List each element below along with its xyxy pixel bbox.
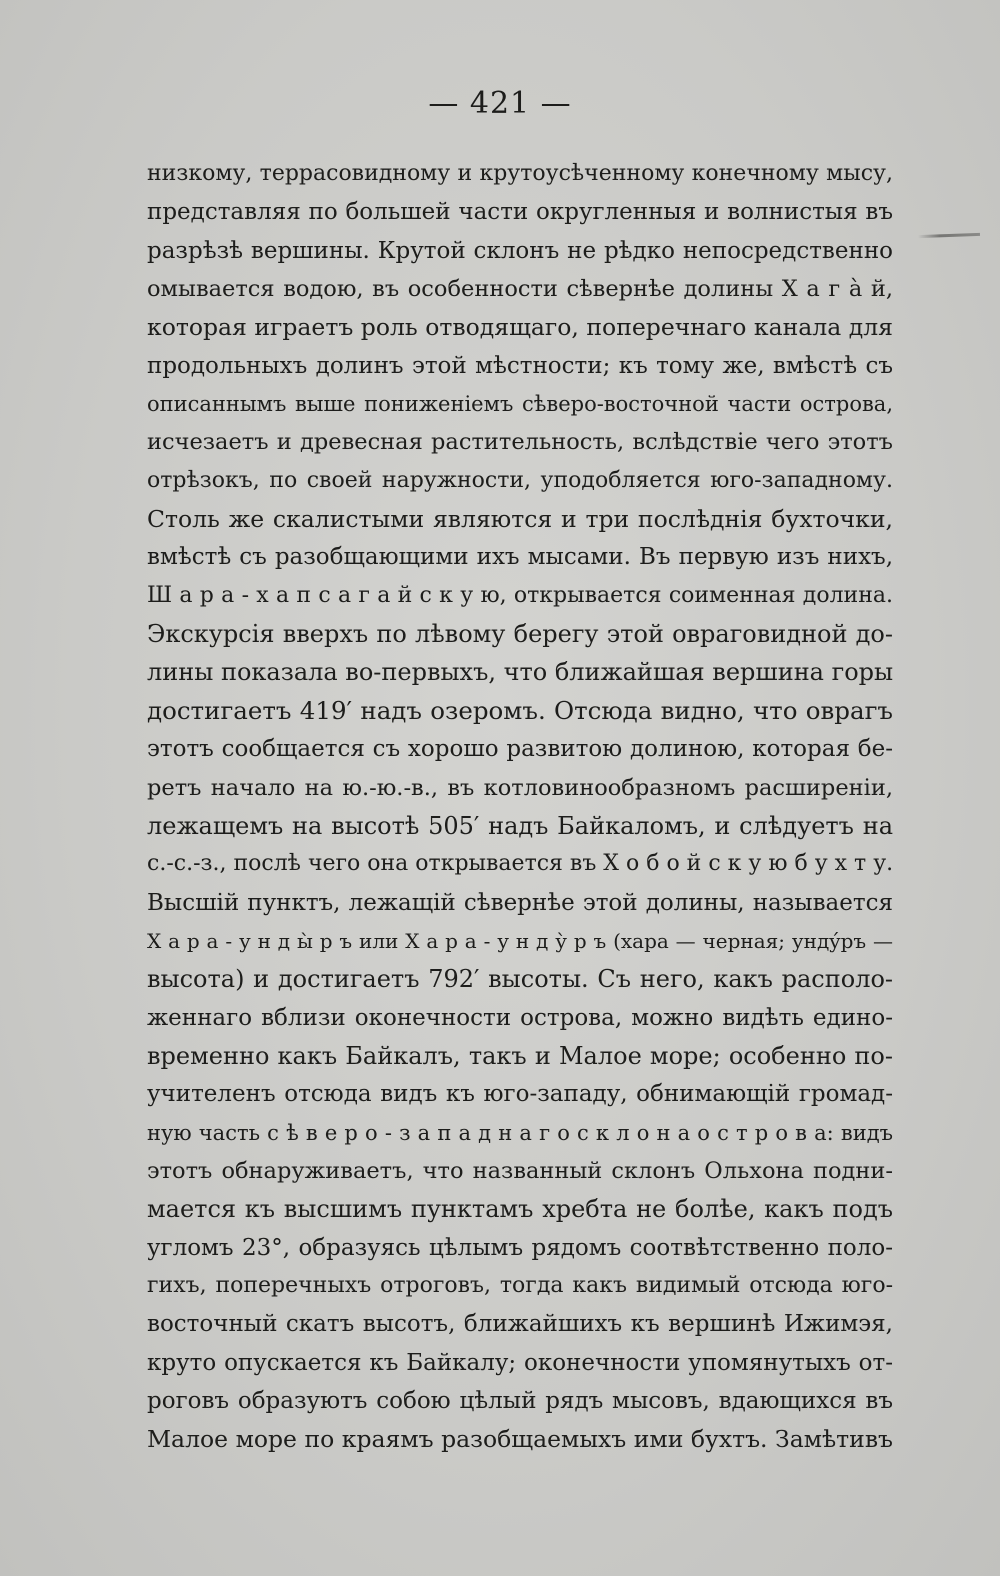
text-line: женнаго вблизи оконечности острова, можно видѣть едино- bbox=[147, 1004, 893, 1031]
text-line: достигаетъ 419′ надъ озеромъ. Отсюда видно, что оврагъ bbox=[147, 695, 893, 725]
text-line: продольныхъ долинъ этой мѣстности; къ тому же, вмѣстѣ съ bbox=[147, 352, 893, 379]
text-line: лежащемъ на высотѣ 505′ надъ Байкаломъ, и слѣдуетъ на bbox=[147, 811, 893, 840]
text-line: Ш а р а - х а п с а г а й с к у ю, открывается соименная долина. bbox=[147, 582, 893, 608]
text-line: описаннымъ выше пониженіемъ сѣверо-восточной части острова, bbox=[147, 392, 893, 417]
text-line: круто опускается къ Байкалу; оконечности упомянутыхъ от- bbox=[147, 1349, 893, 1376]
text-line: Х а р а - у н д ы̀ р ъ или Х а р а - у н д у̀ р ъ (хара — черная; ундýръ — bbox=[147, 928, 893, 953]
text-line: омывается водою, въ особенности сѣвернѣе долины Х а г а̀ й, bbox=[147, 276, 893, 303]
text-line: угломъ 23°, образуясь цѣлымъ рядомъ соотвѣтственно поло- bbox=[147, 1234, 893, 1261]
text-line: ную часть с ѣ в е р о - з а п а д н а г о с к л о н а о с т р о в а: видъ bbox=[147, 1120, 893, 1145]
text-line: вмѣстѣ съ разобщающими ихъ мысами. Въ первую изъ нихъ, bbox=[147, 544, 893, 571]
text-line: этотъ сообщается съ хорошо развитою долиною, которая бе- bbox=[147, 736, 893, 763]
page-number: — 421 — bbox=[428, 86, 572, 121]
text-line: Экскурсія вверхъ по лѣвому берегу этой овраговидной до- bbox=[147, 620, 893, 649]
text-line: исчезаетъ и древесная растительность, вслѣдствіе чего этотъ bbox=[147, 429, 893, 456]
text-line: гихъ, поперечныхъ отроговъ, тогда какъ видимый отсюда юго- bbox=[147, 1272, 893, 1298]
text-line: отрѣзокъ, по своей наружности, уподобляется юго-западному. bbox=[147, 467, 893, 493]
body-text bbox=[147, 155, 893, 1459]
text-line: роговъ образуютъ собою цѣлый рядъ мысовъ, вдающихся въ bbox=[147, 1388, 893, 1414]
text-line: разрѣзѣ вершины. Крутой склонъ не рѣдко непосредственно bbox=[147, 237, 893, 264]
text-line: этотъ обнаруживаетъ, что названный склонъ Ольхона подни- bbox=[147, 1157, 893, 1184]
text-line: лины показала во-первыхъ, что ближайшая вершина горы bbox=[147, 658, 893, 687]
text-line: высота) и достигаетъ 792′ высоты. Съ него, какъ располо- bbox=[147, 965, 893, 994]
text-line: Высшій пунктъ, лежащій сѣвернѣе этой долины, называется bbox=[147, 889, 893, 916]
text-line: с.-с.-з., послѣ чего она открывается въ Х о б о й с к у ю б у х т у. bbox=[147, 851, 893, 877]
text-line: восточный скатъ высотъ, ближайшихъ къ вершинѣ Ижимэя, bbox=[147, 1311, 893, 1338]
text-line: Малое море по краямъ разобщаемыхъ ими бухтъ. Замѣтивъ bbox=[147, 1425, 893, 1454]
text-line: мается къ высшимъ пунктамъ хребта не болѣе, какъ подъ bbox=[147, 1195, 893, 1224]
text-line: ретъ начало на ю.-ю.-в., въ котловинообразномъ расширеніи, bbox=[147, 774, 893, 801]
text-line: низкому, террасовидному и крутоусѣченному конечному мысу, bbox=[147, 161, 893, 186]
text-line: временно какъ Байкалъ, такъ и Малое море; особенно по- bbox=[147, 1041, 893, 1070]
text-line: учителенъ отсюда видъ къ юго-западу, обнимающій громад- bbox=[147, 1081, 893, 1108]
text-line: которая играетъ роль отводящаго, поперечнаго канала для bbox=[147, 313, 893, 342]
text-line: Столь же скалистыми являются и три послѣднія бухточки, bbox=[147, 505, 893, 534]
margin-pencil-mark bbox=[918, 233, 980, 238]
text-line: представляя по большей части округленныя и волнистыя въ bbox=[147, 199, 893, 226]
